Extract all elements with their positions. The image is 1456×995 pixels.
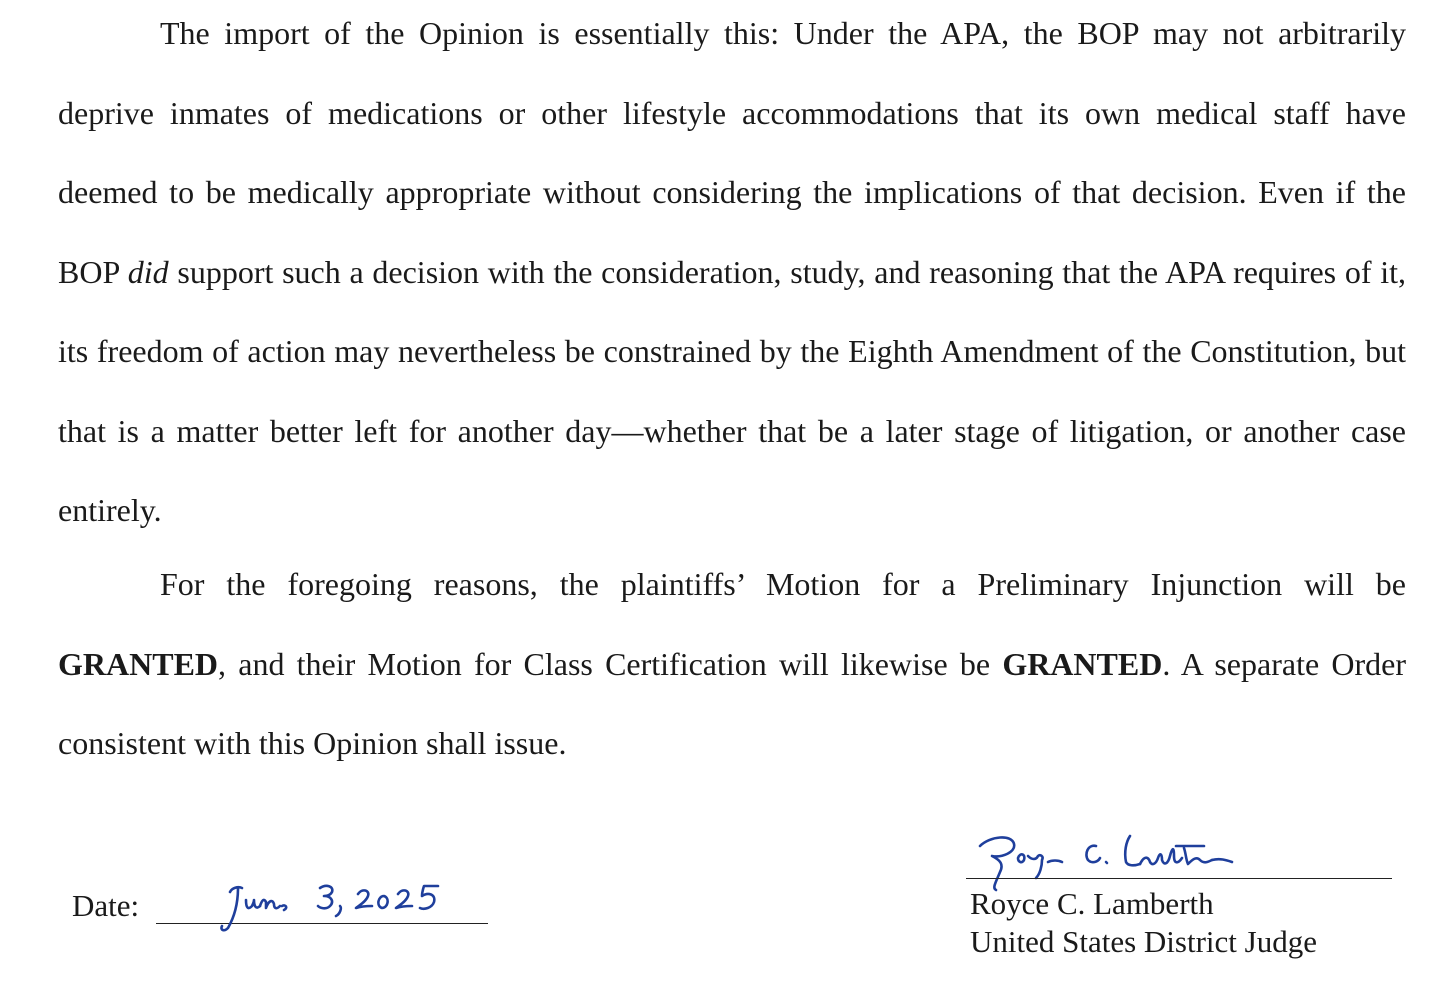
signer-name: Royce C. Lamberth — [970, 886, 1214, 921]
date-label: Date: — [72, 888, 140, 923]
paragraph-conclusion — [58, 0, 1406, 551]
paragraph-2-text-c: . A separate Order consistent with this Opinion shall issue. — [58, 645, 1407, 761]
paragraph-1-emphasis: did — [127, 253, 169, 290]
paragraph-disposition — [58, 545, 1406, 784]
granted-emphasis-1: GRANTED — [58, 645, 219, 682]
date-block — [72, 884, 512, 944]
handwritten-date — [202, 874, 462, 934]
signature-block — [966, 826, 1406, 976]
paragraph-2-text-a: For the foregoing reasons, the plaintiffs’ Motion for a Preliminary Injunction will be — [160, 566, 1406, 602]
paragraph-1-text-b: support such a decision with the consideration, study, and reasoning that the APA requires of it, its freedom of action may nevertheless be constrained by the Eighth Amendment of the Constitution, but that is a matter better left for another day—whether that be a later stage of litigation, or another case entirely. — [58, 253, 1407, 528]
signer-title: United States District Judge — [970, 924, 1317, 959]
paragraph-2-text-b: , and their Motion for Class Certification will likewise be — [218, 645, 1003, 682]
granted-emphasis-2: GRANTED — [1002, 645, 1163, 682]
paragraph-1-text-a: The import of the Opinion is essentially this: Under the APA, the BOP may not arbitrarily deprive inmates of medications or other lifestyle accommodations that its own medical staff have deemed to be medically appropriate without considering the implications of that decision. Even if the BOP — [58, 15, 1406, 290]
signature-line — [966, 878, 1392, 879]
